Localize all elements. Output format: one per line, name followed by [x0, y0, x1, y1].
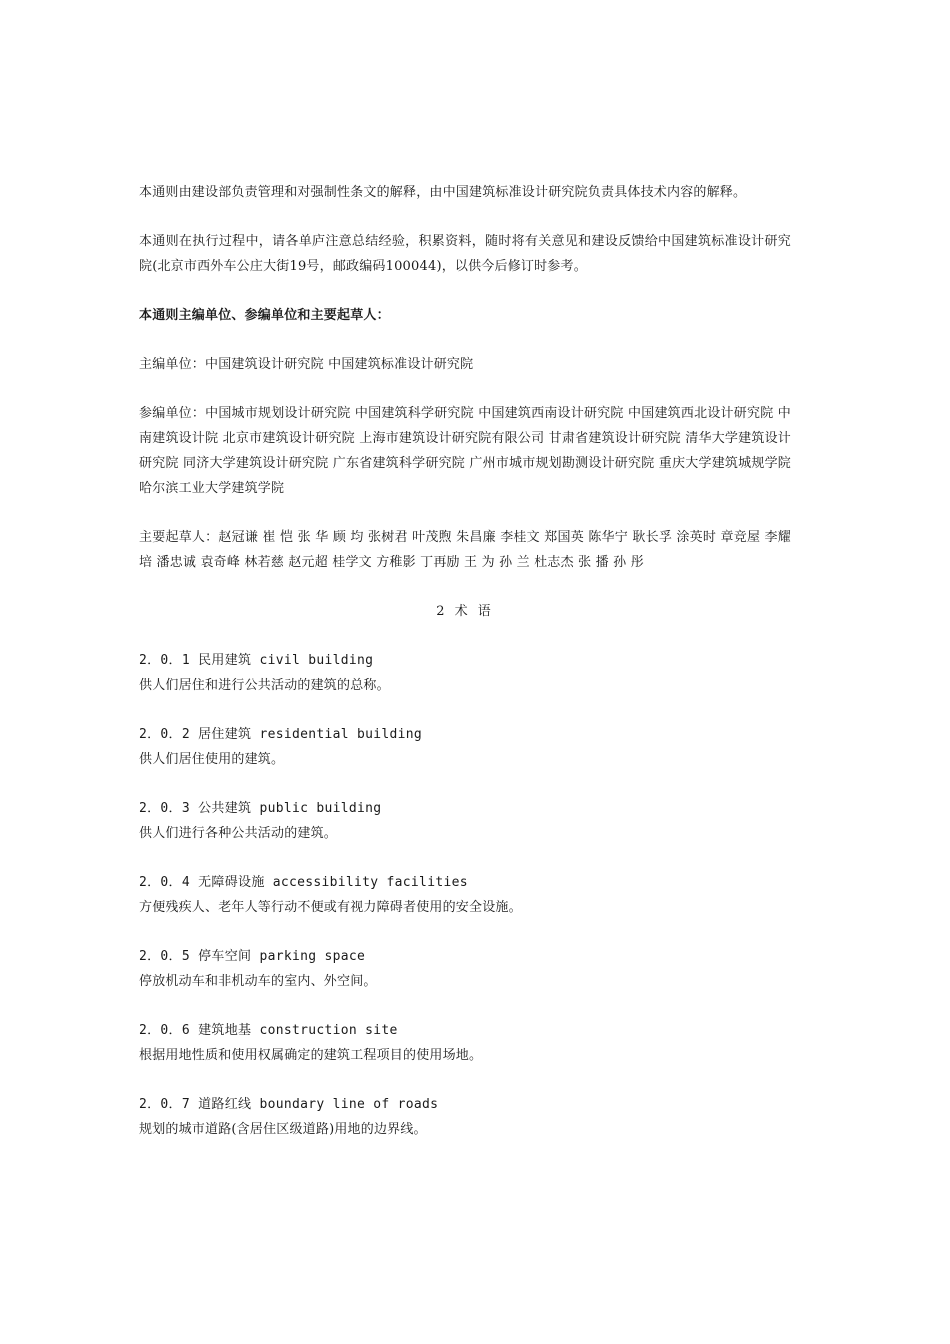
- term-definition: 供人们居住和进行公共活动的建筑的总称。: [139, 678, 390, 693]
- term-english: parking space: [259, 949, 366, 964]
- term-definition: 根据用地性质和使用权属确定的建筑工程项目的使用场地。: [139, 1048, 483, 1063]
- term-item: [139, 870, 791, 920]
- section-title: 2 术 语: [436, 604, 494, 619]
- paragraph-feedback: 本通则在执行过程中，请各单庐注意总结经验，积累资料，随时将有关意见和建设反馈给中国建筑标准设计研究院(北京市西外车公庄大街19号，邮政编码100044)，以供今后修订时参考。: [139, 234, 791, 274]
- term-number: 2．0．2: [139, 727, 190, 742]
- term-heading: [139, 1018, 791, 1043]
- term-heading: [139, 944, 791, 969]
- terms-list: [139, 648, 791, 1142]
- document-page: [139, 180, 791, 1166]
- term-heading: [139, 870, 791, 895]
- term-number: 2．0．1: [139, 653, 190, 668]
- term-number: 2．0．7: [139, 1097, 190, 1112]
- term-chinese: 停车空间: [198, 949, 252, 964]
- term-number: 2．0．5: [139, 949, 190, 964]
- term-number: 2．0．3: [139, 801, 190, 816]
- term-heading: [139, 1092, 791, 1117]
- term-item: [139, 1018, 791, 1068]
- term-chinese: 道路红线: [198, 1097, 252, 1112]
- term-definition: 供人们居住使用的建筑。: [139, 752, 285, 767]
- paragraph-drafting-heading: 本通则主编单位、参编单位和主要起草人：: [139, 308, 390, 323]
- term-chinese: 公共建筑: [198, 801, 252, 816]
- term-english: accessibility facilities: [272, 875, 468, 890]
- term-english: public building: [259, 801, 382, 816]
- term-number: 2．0．4: [139, 875, 190, 890]
- term-chinese: 居住建筑: [198, 727, 252, 742]
- term-english: boundary line of roads: [259, 1097, 439, 1112]
- term-definition: 规划的城市道路(含居住区级道路)用地的边界线。: [139, 1122, 427, 1137]
- term-definition: 停放机动车和非机动车的室内、外空间。: [139, 974, 377, 989]
- term-heading: [139, 648, 791, 673]
- term-heading: [139, 722, 791, 747]
- term-definition: 方便残疾人、老年人等行动不便或有视力障碍者使用的安全设施。: [139, 900, 522, 915]
- paragraph-chief-editors: 主编单位：中国建筑设计研究院 中国建筑标准设计研究院: [139, 357, 474, 372]
- term-number: 2．0．6: [139, 1023, 190, 1038]
- term-english: residential building: [259, 727, 423, 742]
- term-item: [139, 796, 791, 846]
- term-heading: [139, 796, 791, 821]
- paragraph-main-drafters: 主要起草人：赵冠谦 崔 恺 张 华 顾 均 张树君 叶茂煦 朱昌廉 李桂文 郑国英 陈华宁 耿长孚 涂英时 章竞屋 李耀培 潘忠诚 袁奇峰 林若慈 赵元超 桂学文 方稚影 丁再励 王 为 孙 兰 杜志杰 张 播 孙 彤: [139, 530, 791, 570]
- term-chinese: 民用建筑: [198, 653, 252, 668]
- paragraph-responsibility: 本通则由建设部负责管理和对强制性条文的解释，由中国建筑标准设计研究院负责具体技术内容的解释。: [139, 185, 747, 200]
- term-english: civil building: [259, 653, 374, 668]
- term-definition: 供人们进行各种公共活动的建筑。: [139, 826, 338, 841]
- term-chinese: 无障碍设施: [198, 875, 265, 890]
- term-english: construction site: [259, 1023, 398, 1038]
- term-item: [139, 944, 791, 994]
- term-item: [139, 1092, 791, 1142]
- term-chinese: 建筑地基: [198, 1023, 252, 1038]
- term-item: [139, 648, 791, 698]
- term-item: [139, 722, 791, 772]
- paragraph-participating-units: 参编单位：中国城市规划设计研究院 中国建筑科学研究院 中国建筑西南设计研究院 中国建筑西北设计研究院 中南建筑设计院 北京市建筑设计研究院 上海市建筑设计研究院有限公司 甘肃省建筑设计研究院 清华大学建筑设计研究院 同济大学建筑设计研究院 广东省建筑科学研究院 广州市城市规划勘测设计研究院 重庆大学建筑城规学院 哈尔滨工业大学建筑学院: [139, 406, 791, 496]
